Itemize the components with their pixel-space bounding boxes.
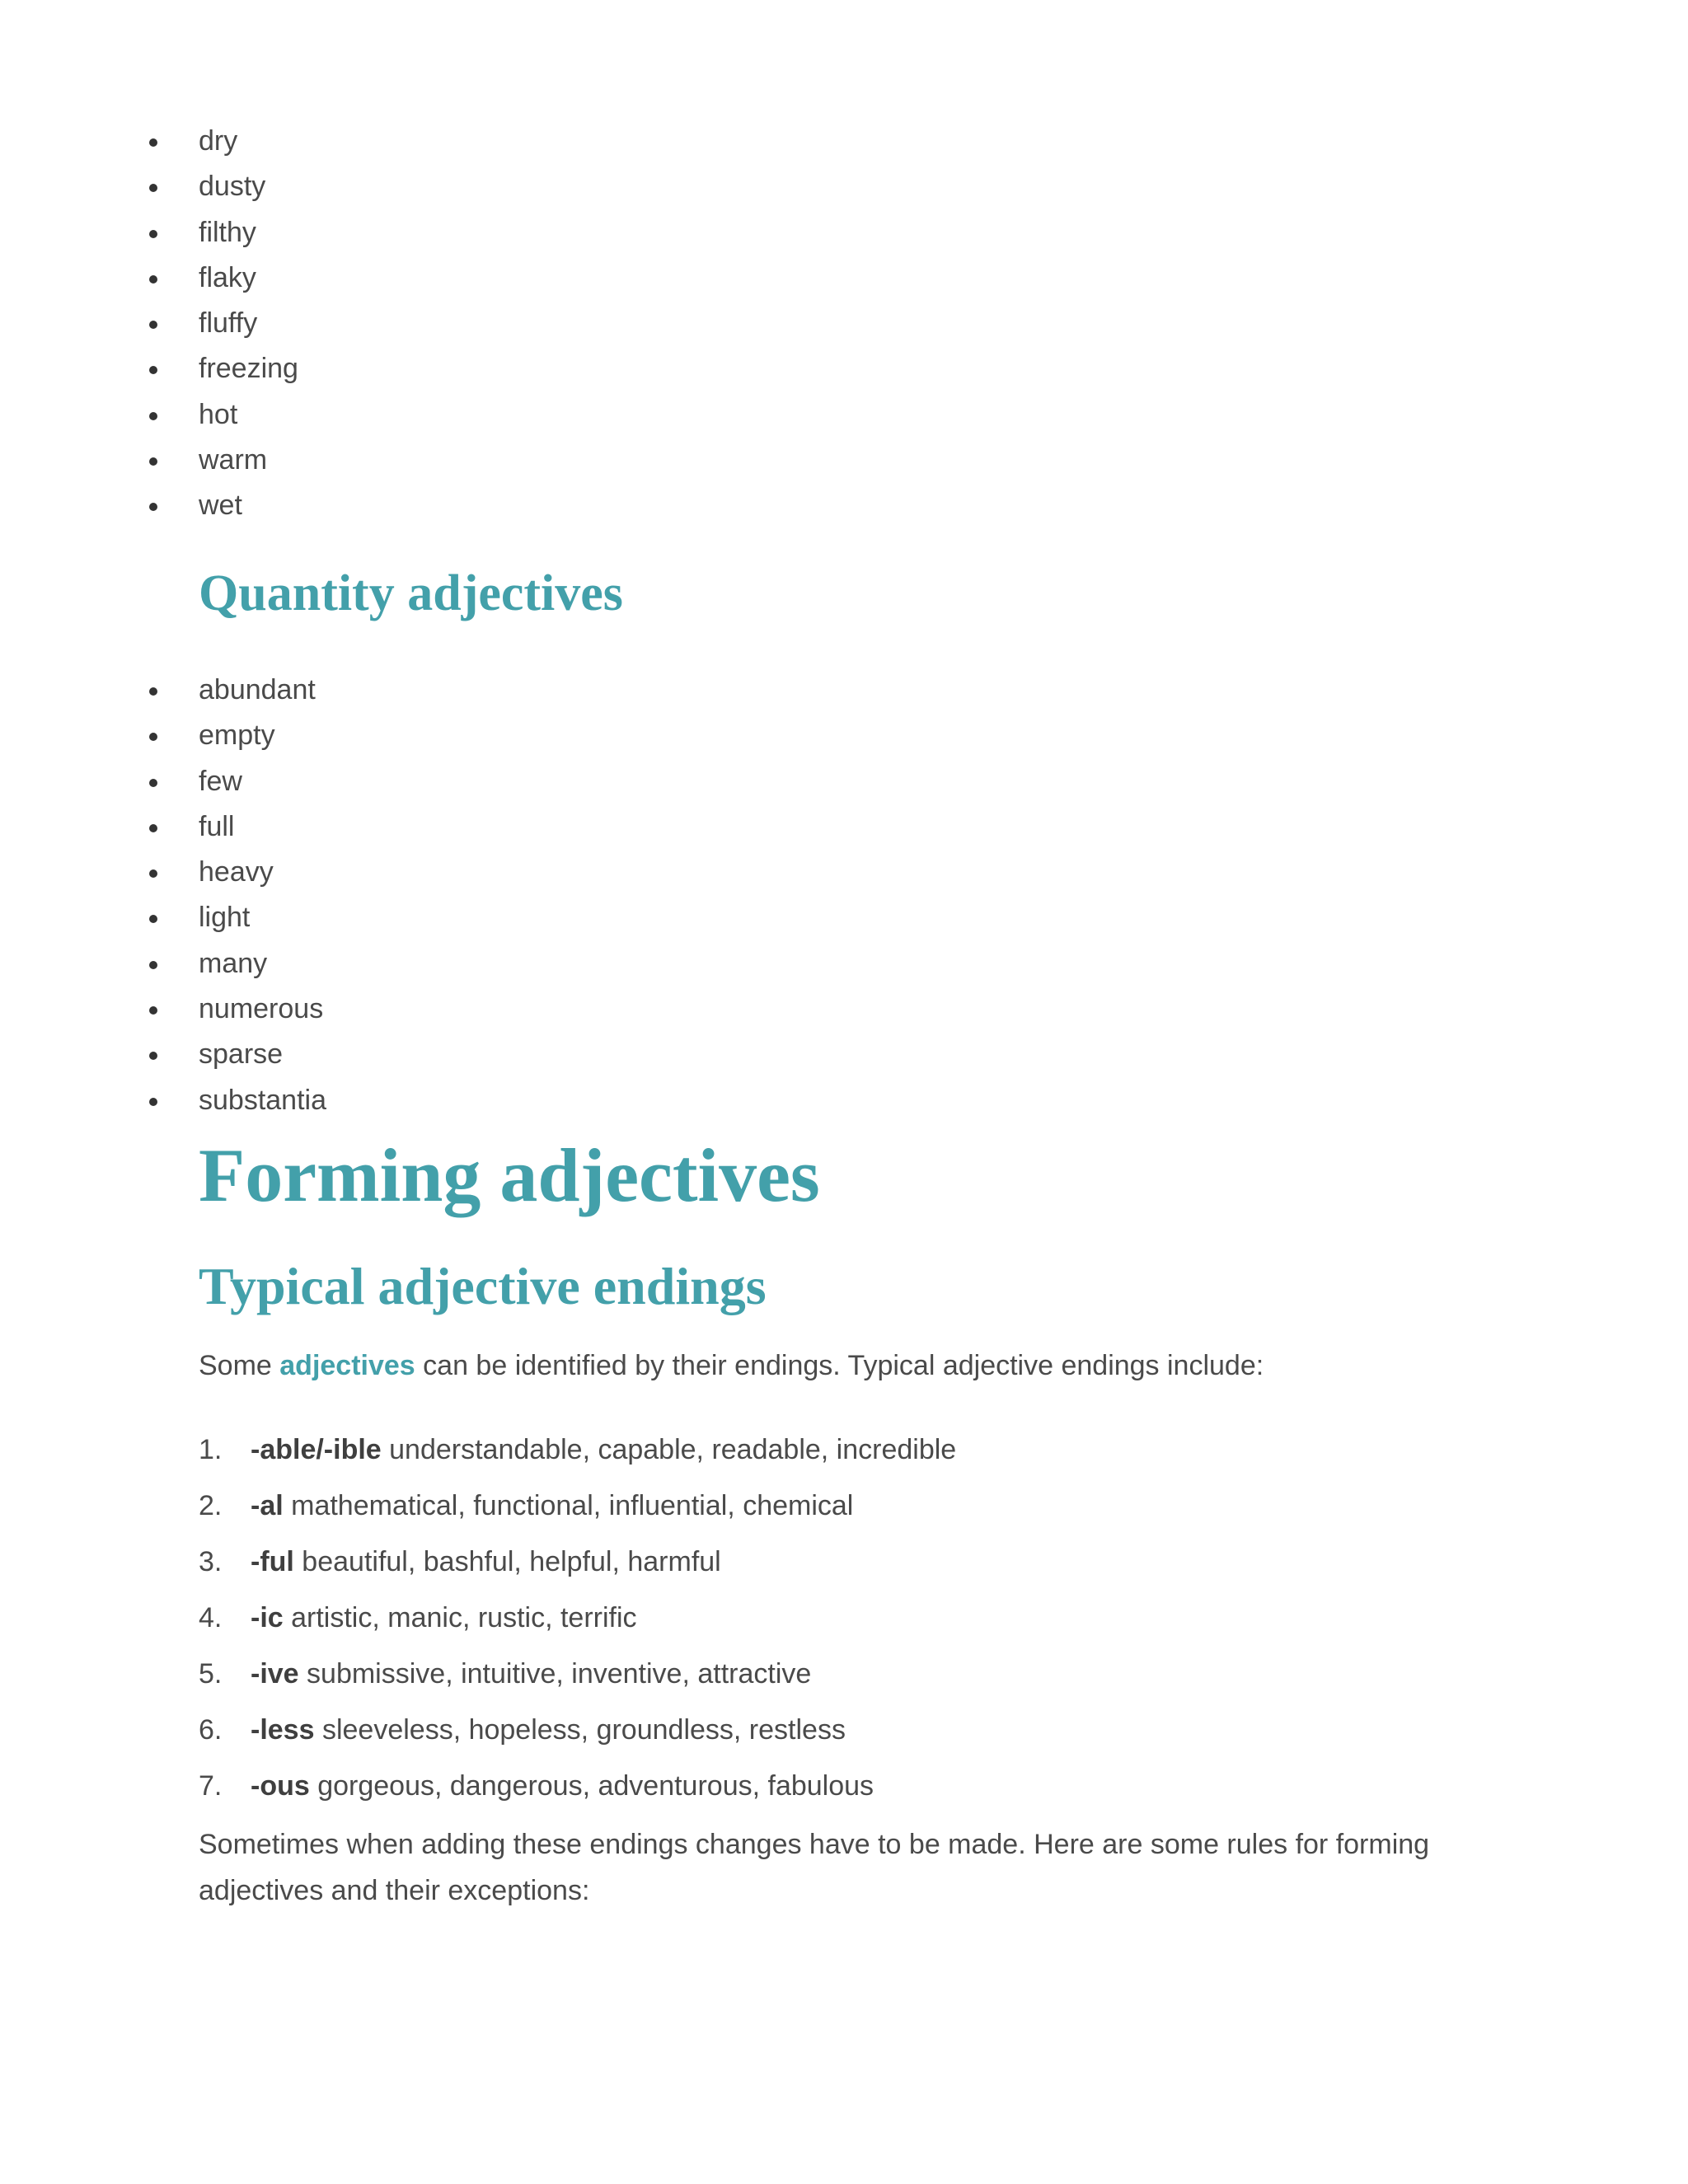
bullet-icon	[149, 824, 157, 832]
ending-item	[0, 1541, 1484, 1597]
list-item	[0, 1032, 742, 1077]
ending-body	[251, 1429, 956, 1470]
list-item	[0, 668, 742, 713]
list-item	[0, 804, 742, 850]
ending-examples: artistic, manic, rustic, terrific	[283, 1602, 637, 1633]
ending-suffix: -ic	[251, 1602, 284, 1633]
ending-examples: beautiful, bashful, helpful, harmful	[293, 1546, 721, 1577]
ending-body	[251, 1541, 721, 1582]
list-item	[0, 941, 742, 987]
ending-suffix: -ful	[251, 1546, 294, 1577]
list-item	[0, 210, 742, 255]
list-item	[0, 301, 742, 346]
list-item-text: wet	[199, 490, 242, 522]
bullet-icon	[149, 961, 157, 969]
item-number: 7.	[199, 1770, 223, 1802]
list-item	[0, 483, 742, 528]
list-item-text: flaky	[199, 261, 256, 293]
ending-item	[0, 1485, 1484, 1541]
list-item	[0, 895, 742, 940]
bullet-icon	[149, 1098, 157, 1106]
list-item-text: freezing	[199, 353, 298, 385]
ending-suffix: -able/-ible	[251, 1434, 382, 1465]
list-item-text: warm	[199, 444, 268, 476]
list-item	[0, 713, 742, 758]
ending-body	[251, 1485, 853, 1526]
bullet-icon	[149, 366, 157, 374]
list-item-text: light	[199, 902, 251, 934]
list-item-text: substantia	[199, 1084, 326, 1116]
adjectives-link[interactable]: adjectives	[279, 1350, 415, 1381]
adjective-list-1	[0, 119, 742, 529]
list-item	[0, 392, 742, 438]
ending-examples: mathematical, functional, influential, chemical	[283, 1490, 854, 1521]
bullet-icon	[149, 275, 157, 284]
list-item-text: fluffy	[199, 307, 258, 340]
list-item	[0, 438, 742, 483]
list-item	[0, 1078, 742, 1123]
list-item	[0, 759, 742, 804]
bullet-icon	[149, 457, 157, 466]
list-item-text: few	[199, 765, 242, 797]
ending-suffix: -ous	[251, 1770, 310, 1802]
forming-adjectives-heading: Forming adjectives	[199, 1133, 820, 1217]
ending-examples: gorgeous, dangerous, adventurous, fabulous	[309, 1770, 874, 1802]
bullet-icon	[149, 138, 157, 147]
bullet-icon	[149, 184, 157, 192]
ending-item	[0, 1429, 1484, 1485]
ending-item	[0, 1765, 1484, 1821]
ending-suffix: -less	[251, 1714, 315, 1746]
list-item	[0, 164, 742, 209]
endings-list	[0, 1429, 1484, 1821]
bullet-icon	[149, 230, 157, 238]
list-item-text: heavy	[199, 856, 274, 888]
list-item-text: hot	[199, 398, 238, 430]
bullet-icon	[149, 321, 157, 329]
intro-paragraph	[199, 1345, 1517, 1386]
ending-body	[251, 1709, 846, 1750]
ending-item	[0, 1653, 1484, 1709]
ending-body	[251, 1765, 874, 1807]
list-item	[0, 346, 742, 391]
ending-body	[251, 1653, 811, 1694]
typical-endings-heading: Typical adjective endings	[199, 1257, 767, 1315]
bullet-icon	[149, 733, 157, 741]
list-item-text: sparse	[199, 1038, 284, 1071]
ending-examples: sleeveless, hopeless, groundless, restless	[314, 1714, 846, 1746]
list-item-text: abundant	[199, 674, 316, 705]
bullet-icon	[149, 412, 157, 420]
list-item	[0, 119, 742, 164]
list-item	[0, 255, 742, 301]
bullet-icon	[149, 687, 157, 696]
item-number: 4.	[199, 1602, 223, 1633]
quantity-adjective-list	[0, 668, 742, 1123]
item-number: 2.	[199, 1490, 223, 1521]
bullet-icon	[149, 503, 157, 511]
bullet-icon	[149, 1052, 157, 1060]
item-number: 1.	[199, 1434, 223, 1465]
item-number: 3.	[199, 1546, 223, 1577]
bullet-icon	[149, 779, 157, 787]
item-number: 6.	[199, 1714, 223, 1746]
ending-examples: understandable, capable, readable, incredible	[381, 1434, 957, 1465]
ending-examples: submissive, intuitive, inventive, attractive	[298, 1658, 812, 1690]
bullet-icon	[149, 1006, 157, 1015]
ending-suffix: -al	[251, 1490, 284, 1521]
intro-text-start: Some	[199, 1350, 280, 1381]
list-item-text: dry	[199, 125, 238, 157]
list-item-text: dusty	[199, 171, 266, 203]
list-item-text: filthy	[199, 216, 256, 248]
list-item-text: empty	[199, 719, 275, 752]
intro-text-end: can be identified by their endings. Typical adjective endings include:	[415, 1350, 1264, 1381]
closing-paragraph: Sometimes when adding these endings changes have to be made. Here are some rules for forming adjectives and their exceptions:	[199, 1829, 1430, 1906]
ending-body	[251, 1597, 637, 1638]
list-item-text: full	[199, 810, 235, 842]
ending-item	[0, 1709, 1484, 1765]
list-item-text: many	[199, 947, 268, 979]
list-item-text: numerous	[199, 993, 324, 1025]
bullet-icon	[149, 915, 157, 923]
ending-suffix: -ive	[251, 1658, 299, 1690]
ending-item	[0, 1597, 1484, 1653]
list-item	[0, 987, 742, 1032]
quantity-adjectives-heading: Quantity adjectives	[199, 565, 623, 621]
list-item	[0, 850, 742, 895]
bullet-icon	[149, 869, 157, 878]
item-number: 5.	[199, 1658, 223, 1690]
